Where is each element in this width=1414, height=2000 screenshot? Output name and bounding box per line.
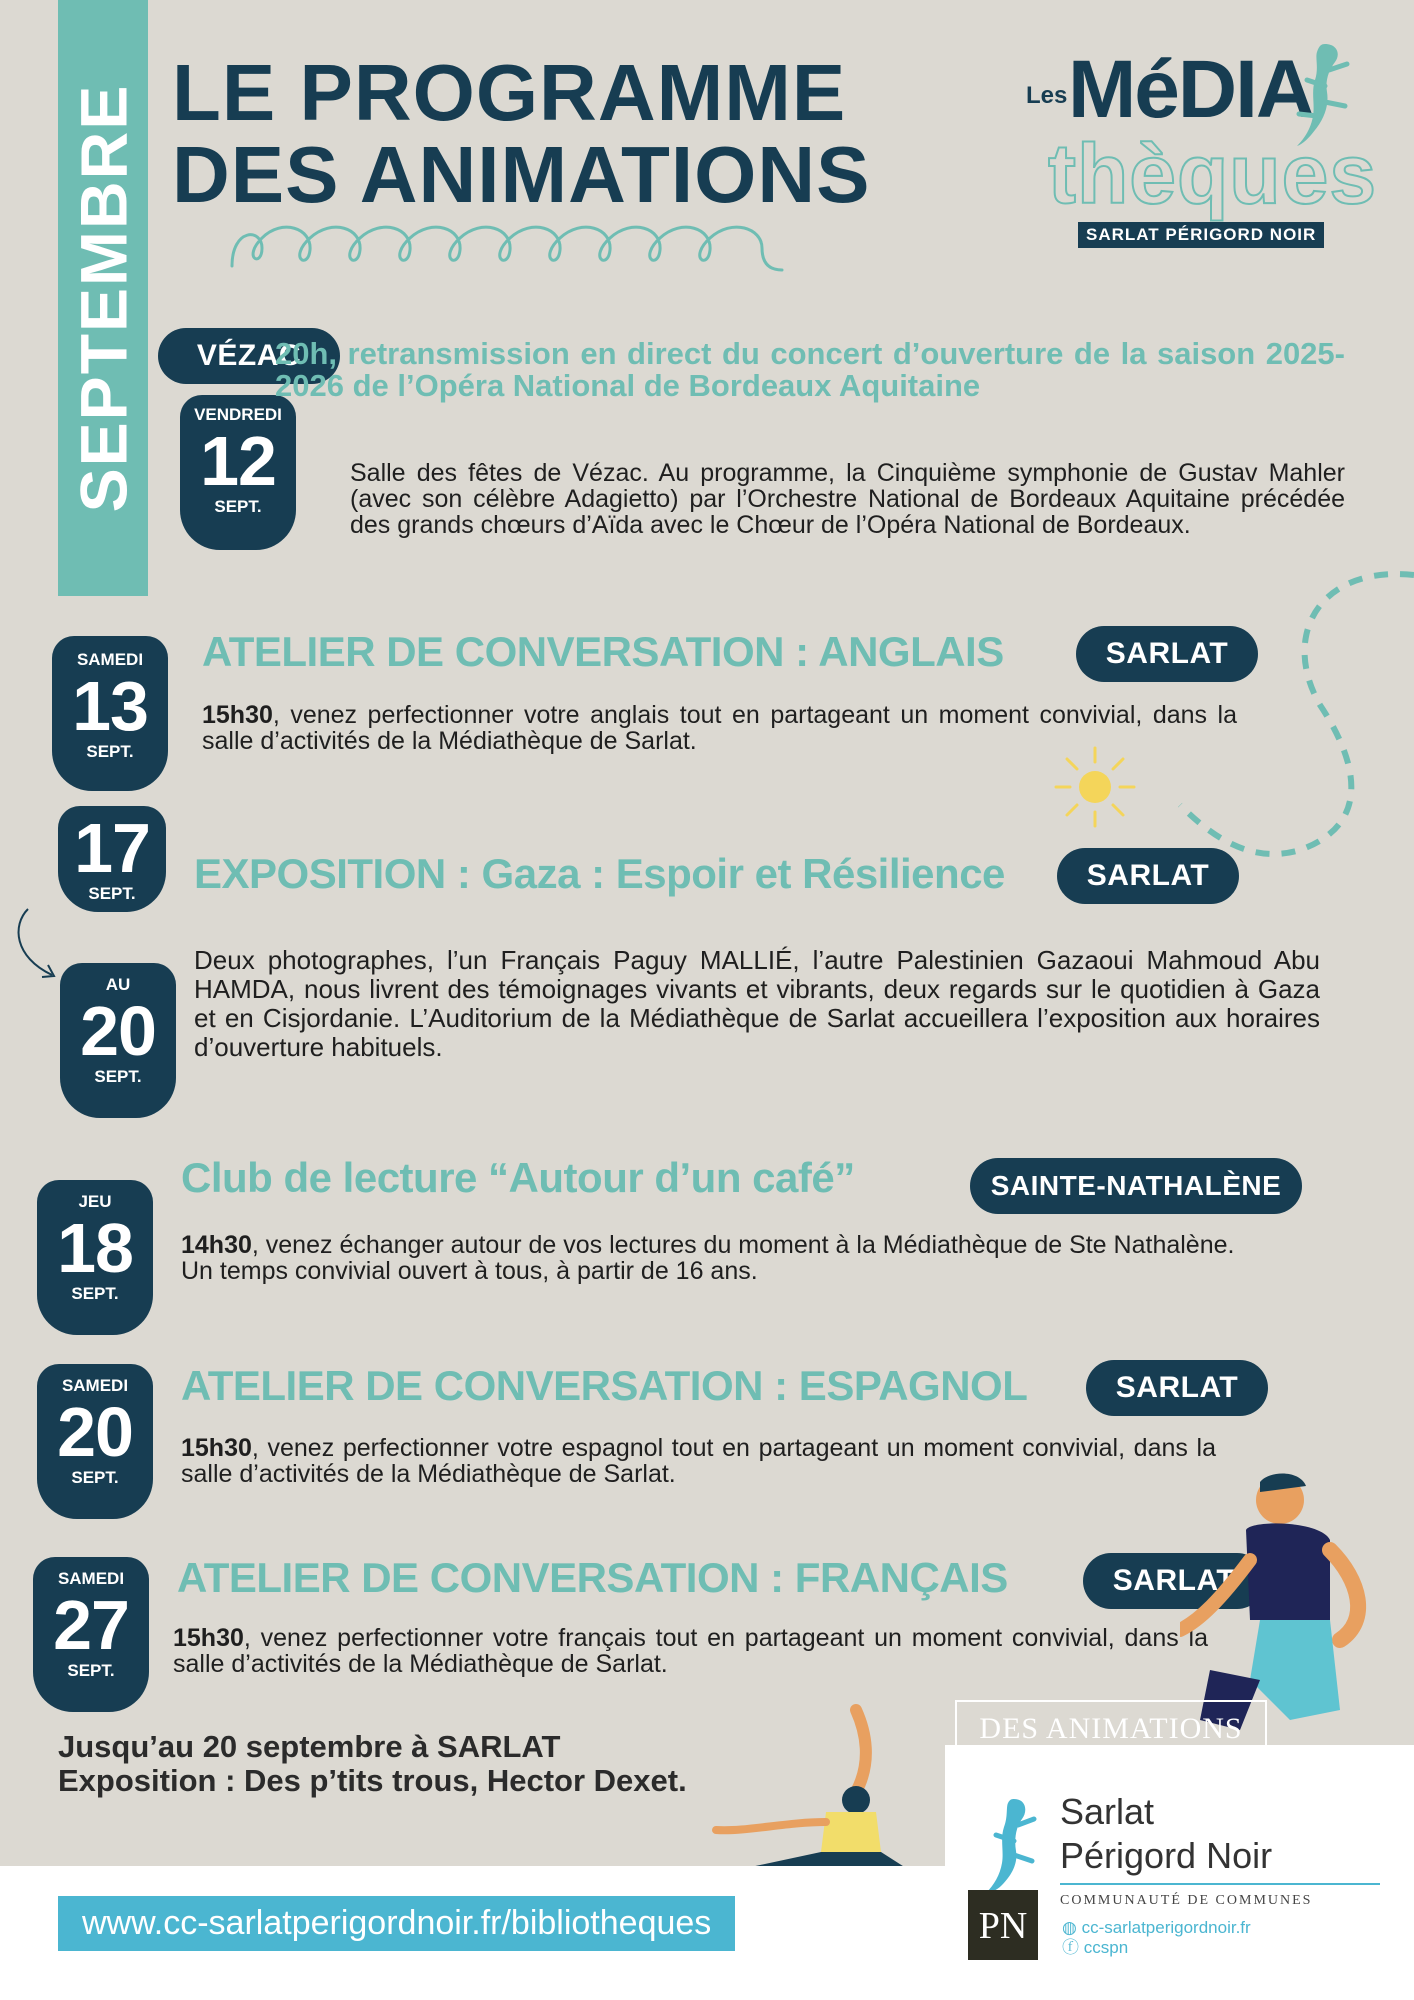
location-badge-vezac: VÉZAC: [158, 328, 340, 384]
lizard-icon: [1285, 40, 1355, 150]
logo-theques: thèques: [1048, 127, 1378, 221]
event-title-concert: 20h, retransmission en direct du concert d’ouverture de la saison 2025-2026 de l’Opéra National de Bordeaux Aquitaine: [275, 336, 1345, 403]
date-badge-20: SAMEDI 20 SEPT.: [37, 1364, 153, 1519]
logo-les: Les: [1026, 82, 1068, 109]
page-title: [172, 48, 952, 219]
dancer-illustration: [706, 1702, 936, 1868]
date-badge-20-au: AU 20 SEPT.: [60, 963, 176, 1118]
event-title-espagnol: ATELIER DE CONVERSATION : ESPAGNOL: [181, 1362, 1028, 1409]
event-title-club-lecture: Club de lecture “Autour d’un café”: [181, 1154, 855, 1201]
title-line-1: LE PROGRAMME: [172, 48, 847, 137]
date-badge-17: 17 SEPT.: [58, 806, 166, 912]
event-title-francais: ATELIER DE CONVERSATION : FRANÇAIS: [177, 1554, 1008, 1601]
pn-name: Sarlat Périgord Noir: [1060, 1791, 1273, 1876]
arrow-icon: [8, 905, 64, 985]
month-label: SEPTEMBRE: [66, 83, 141, 513]
date-badge-12: VENDREDI 12 SEPT.: [180, 395, 296, 550]
logo-tagline: SARLAT PÉRIGORD NOIR: [1078, 222, 1324, 248]
sun-icon: [1050, 742, 1140, 832]
location-badge-sarlat-1: SARLAT: [1076, 626, 1258, 682]
website-link[interactable]: www.cc-sarlatperigordnoir.fr/bibliotheques: [58, 1896, 735, 1951]
pn-website[interactable]: ◍ cc-sarlatperigordnoir.fr: [1062, 1918, 1251, 1937]
mediatheques-logo: [1020, 40, 1378, 250]
pn-contacts: [1062, 1918, 1251, 1958]
event-text-gaza: Deux photographes, l’un Français Paguy MALLIÉ, l’autre Palestinien Gazaoui Mahmoud Abu HAMDA, nous livrent des témoignages vivants et vibrants, deux regards sur le quotidien à Gaza et en Cisjordanie. L’Auditorium de la Médiathèque de Sarlat accueillera l’exposition aux horaires d’ouverture habituels.: [194, 945, 1320, 1062]
event-title-gaza: EXPOSITION : Gaza : Espoir et Résilience: [194, 850, 1005, 897]
event-text-club-lecture: 14h30, venez échanger autour de vos lectures du moment à la Médiathèque de Ste Nathalène. Un temps convivial ouvert à tous, à partir de 16 ans.: [181, 1231, 1235, 1285]
globe-icon: ◍: [1062, 1918, 1082, 1937]
pn-logo-square: PN: [968, 1890, 1038, 1960]
event-text-francais: 15h30, venez perfectionner votre français tout en partageant un moment convivial, dans la salle d’activités de la Médiathèque de Sarlat.: [173, 1624, 1208, 1678]
pn-lizard-icon: [980, 1795, 1040, 1895]
pn-facebook[interactable]: ⓕ ccspn: [1062, 1938, 1129, 1957]
location-badge-sarlat-4: SARLAT: [1083, 1553, 1265, 1609]
footer-exposition-note: Jusqu’au 20 septembre à SARLAT Exposition : Des p’tits trous, Hector Dexet.: [58, 1729, 687, 1798]
event-text-concert: Salle des fêtes de Vézac. Au programme, la Cinquième symphonie de Gustav Mahler (avec son célèbre Adagietto) par l’Orchestre National de Bordeaux Aquitaine précédée des grands chœurs d’Aïda avec le Chœur de l’Opéra National de Bordeaux.: [350, 459, 1345, 539]
location-badge-sarlat-2: SARLAT: [1057, 848, 1239, 904]
pn-divider: [1060, 1883, 1380, 1885]
date-badge-27: SAMEDI 27 SEPT.: [33, 1557, 149, 1712]
title-line-2: DES ANIMATIONS: [172, 130, 871, 219]
pn-communaute: COMMUNAUTÉ DE COMMUNES: [1060, 1893, 1313, 1908]
date-badge-13: SAMEDI 13 SEPT.: [52, 636, 168, 791]
event-text-espagnol: 15h30, venez perfectionner votre espagnol tout en partageant un moment convivial, dans la salle d’activités de la Médiathèque de Sarlat.: [181, 1434, 1216, 1488]
location-badge-sarlat-3: SARLAT: [1086, 1360, 1268, 1416]
event-title-anglais: ATELIER DE CONVERSATION : ANGLAIS: [202, 628, 1004, 675]
logo-media: MéDIA: [1068, 44, 1314, 135]
des-animations-label: DES ANIMATIONS: [955, 1700, 1267, 1758]
squiggle-decoration: [222, 218, 794, 276]
event-text-anglais: 15h30, venez perfectionner votre anglais tout en partageant un moment convivial, dans la salle d’activités de la Médiathèque de Sarlat.: [202, 701, 1237, 755]
facebook-icon: ⓕ: [1062, 1938, 1084, 1957]
location-badge-sainte-nathalene: SAINTE-NATHALÈNE: [970, 1158, 1302, 1214]
date-badge-18: JEU 18 SEPT.: [37, 1180, 153, 1335]
